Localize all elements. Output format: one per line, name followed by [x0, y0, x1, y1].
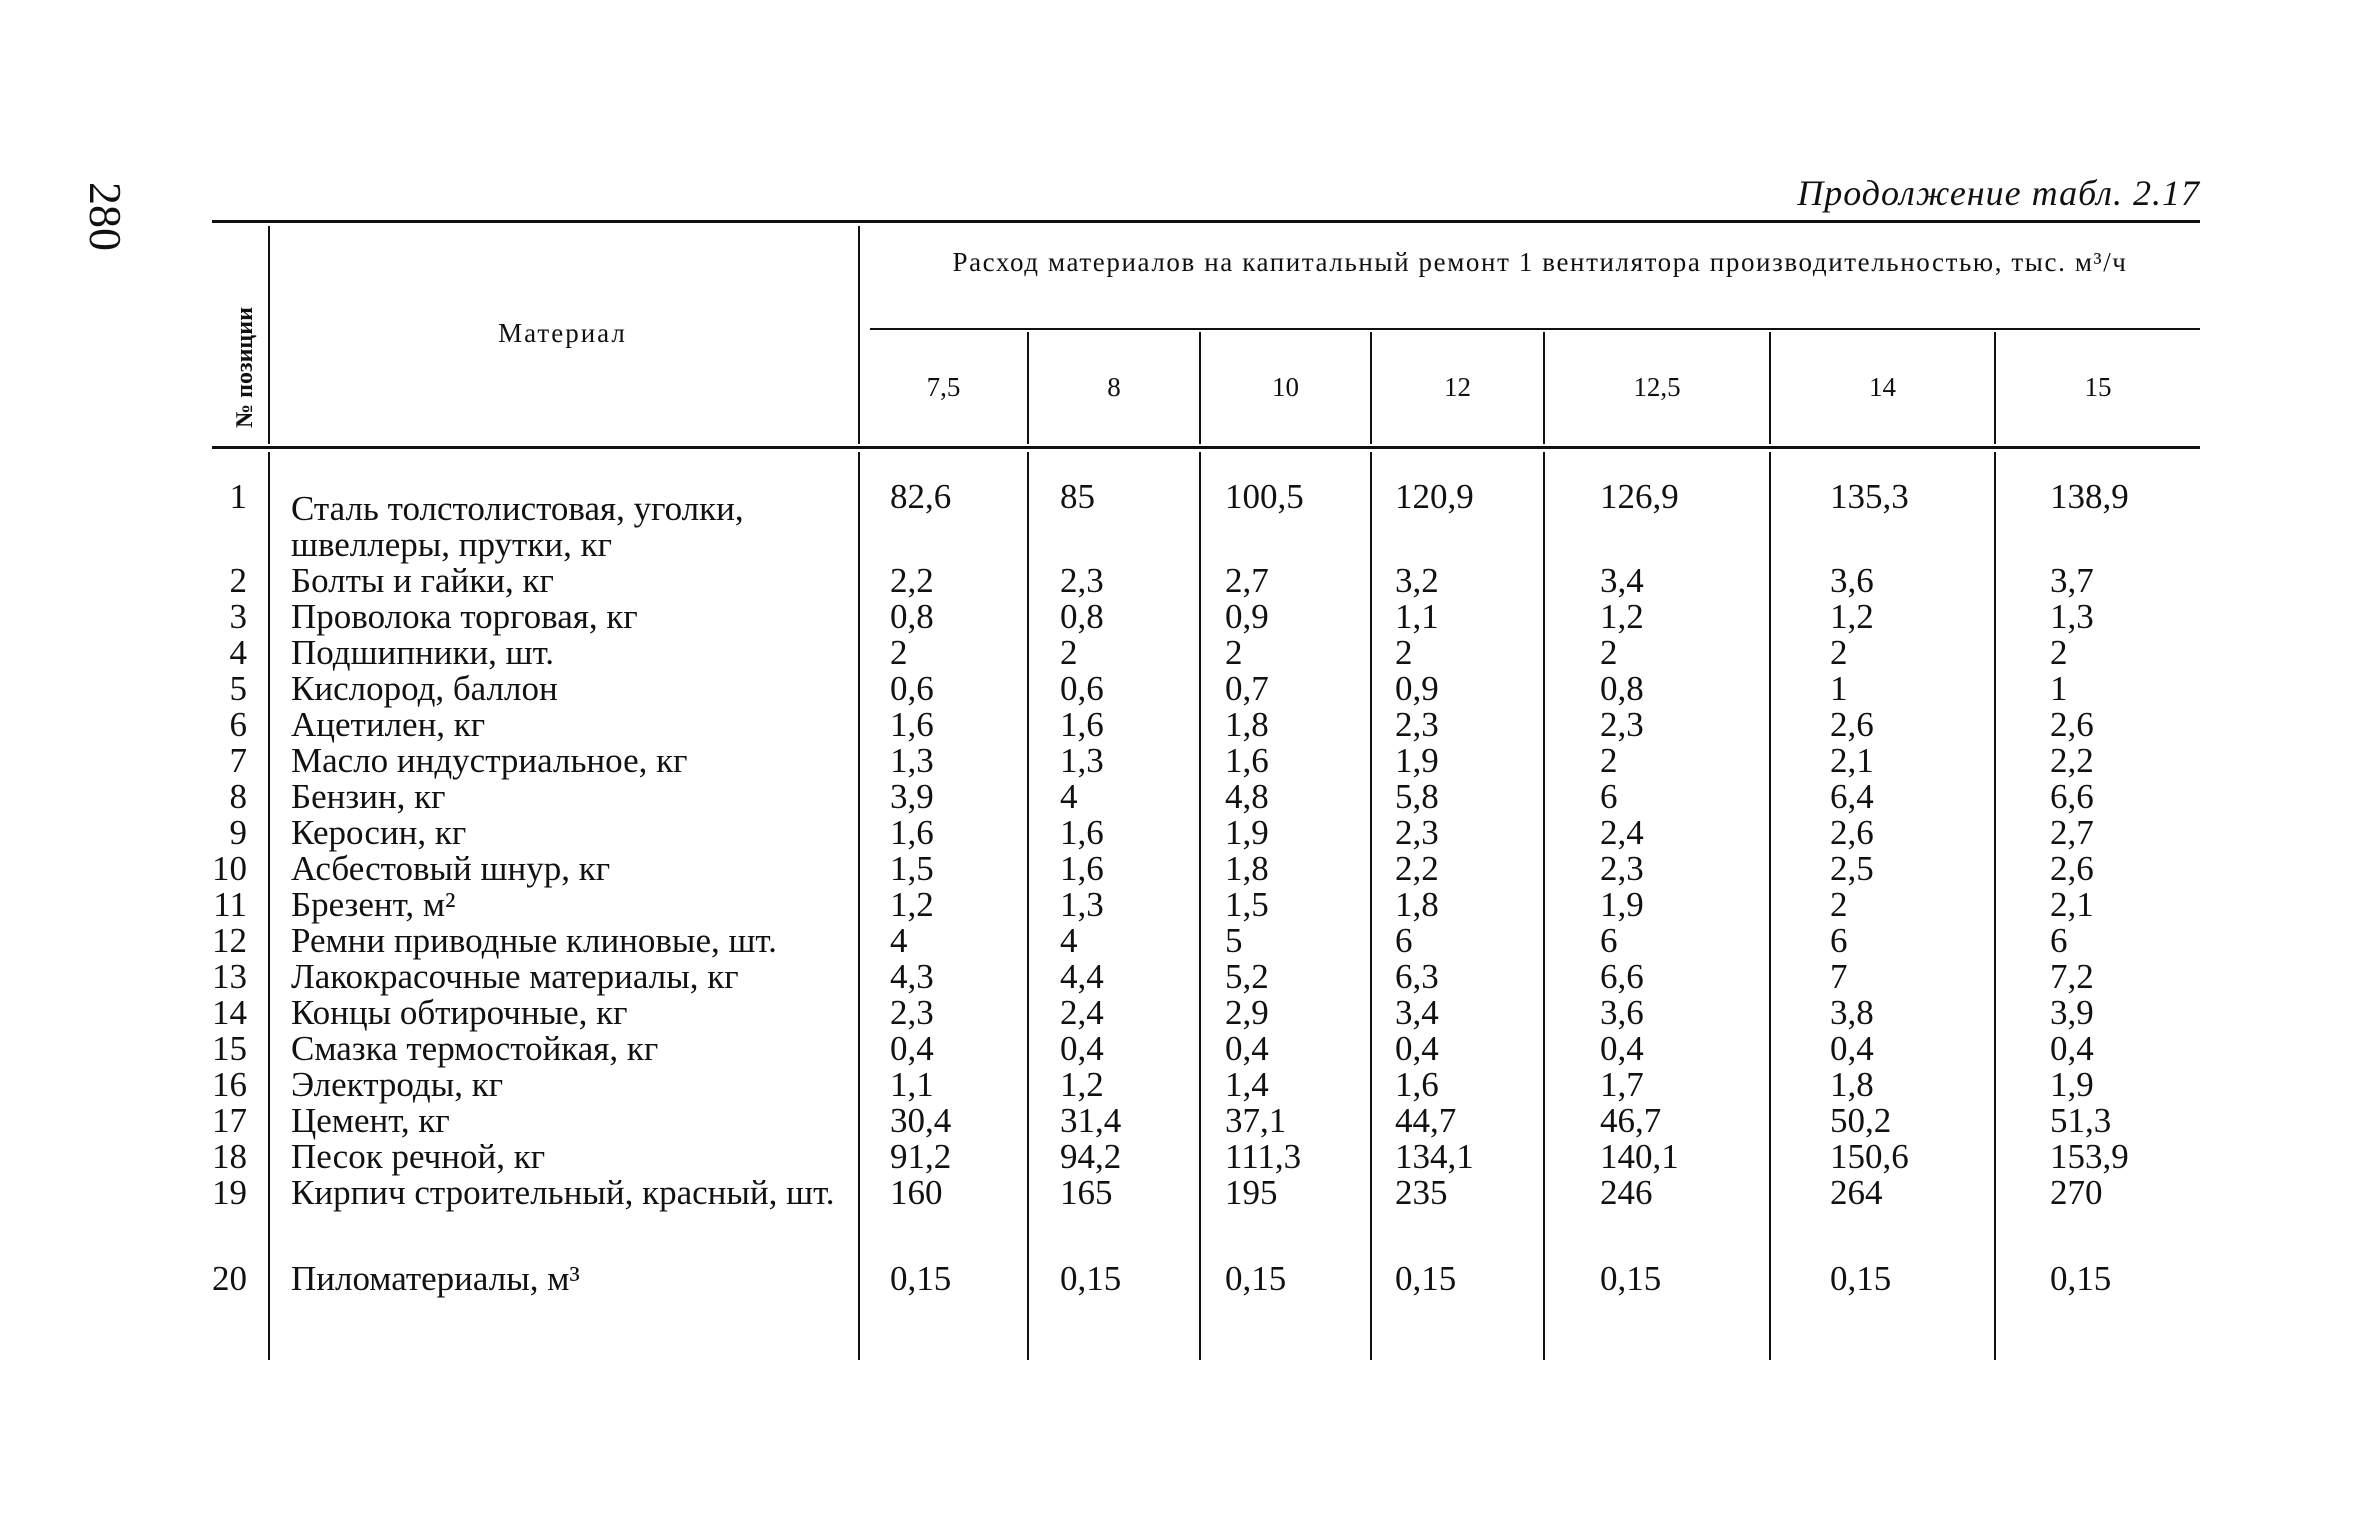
table-cell: 2	[1395, 633, 1413, 672]
table-cell: 7,2	[2050, 957, 2094, 996]
table-cell: 1,6	[1395, 1065, 1439, 1104]
capacity-column-header: 7,5	[926, 372, 961, 402]
capacity-column-header: 12,5	[1633, 372, 1681, 402]
table-cell: 3,6	[1830, 561, 1874, 600]
table-cell: 2,3	[1395, 813, 1439, 852]
table-cell: 1,2	[1060, 1065, 1104, 1104]
row-material: Ремни приводные клиновые, шт.	[291, 921, 777, 960]
table-cell: 2	[2050, 633, 2068, 672]
table-cell: 0,8	[1600, 669, 1644, 708]
header-divider	[858, 226, 860, 444]
table-cell: 94,2	[1060, 1137, 1122, 1176]
body-divider	[1370, 452, 1372, 1360]
row-number: 1	[229, 477, 247, 516]
table-cell: 1,6	[1060, 813, 1104, 852]
table-cell: 153,9	[2050, 1137, 2129, 1176]
body-divider	[268, 452, 270, 1360]
row-number: 16	[212, 1065, 247, 1104]
body-divider	[1543, 452, 1545, 1360]
table-cell: 264	[1830, 1173, 1883, 1212]
table-cell: 50,2	[1830, 1101, 1892, 1140]
table-cell: 100,5	[1225, 477, 1304, 516]
row-number: 11	[213, 885, 247, 924]
table-cell: 1,5	[890, 849, 934, 888]
capacity-column-header: 15	[2084, 372, 2112, 402]
table-cell: 0,4	[2050, 1029, 2094, 1068]
table-cell: 37,1	[1225, 1101, 1287, 1140]
table-cell: 51,3	[2050, 1101, 2112, 1140]
table-cell: 6,6	[1600, 957, 1644, 996]
table-cell: 138,9	[2050, 477, 2129, 516]
table-cell: 4,4	[1060, 957, 1104, 996]
row-number: 19	[212, 1173, 247, 1212]
table-cell: 1,6	[1060, 849, 1104, 888]
table-cell: 1,9	[1225, 813, 1269, 852]
table-cell: 1,8	[1395, 885, 1439, 924]
table-cell: 6,3	[1395, 957, 1439, 996]
table-cell: 2,6	[2050, 849, 2094, 888]
body-divider	[1027, 452, 1029, 1360]
table-cell: 1,6	[1225, 741, 1269, 780]
body-divider	[858, 452, 860, 1360]
table-cell: 5,2	[1225, 957, 1269, 996]
table-cell: 1,2	[1600, 597, 1644, 636]
table-cell: 1,3	[890, 741, 934, 780]
table-cell: 2,1	[1830, 741, 1874, 780]
table-cell: 2,2	[890, 561, 934, 600]
table-cell: 7	[1830, 957, 1848, 996]
table-cell: 1,9	[1600, 885, 1644, 924]
table-cell: 6,6	[2050, 777, 2094, 816]
table-cell: 44,7	[1395, 1101, 1457, 1140]
table-cell: 111,3	[1225, 1137, 1302, 1176]
table-cell: 6	[1395, 921, 1413, 960]
table-cell: 2,7	[2050, 813, 2094, 852]
table-cell: 2,3	[1600, 705, 1644, 744]
row-material: Кислород, баллон	[291, 669, 558, 708]
table-cell: 0,7	[1225, 669, 1269, 708]
table-cell: 126,9	[1600, 477, 1679, 516]
table-cell: 246	[1600, 1173, 1653, 1212]
table-cell: 195	[1225, 1173, 1278, 1212]
table-cell: 1,5	[1225, 885, 1269, 924]
table-cell: 3,8	[1830, 993, 1874, 1032]
table-cell: 0,4	[1830, 1029, 1874, 1068]
table-cell: 160	[890, 1173, 943, 1212]
table-cell: 1,9	[2050, 1065, 2094, 1104]
row-number: 20	[212, 1259, 247, 1298]
table-cell: 3,7	[2050, 561, 2094, 600]
row-material: Пиломатериалы, м³	[291, 1259, 580, 1298]
table-cell: 2,2	[2050, 741, 2094, 780]
consumption-group-header: Расход материалов на капитальный ремонт 1 вентилятора производительностью, тыс. м³/ч	[952, 247, 2128, 277]
row-material: Бензин, кг	[291, 777, 446, 816]
table-cell: 0,8	[890, 597, 934, 636]
table-cell: 0,15	[890, 1259, 952, 1298]
table-cell: 5	[1225, 921, 1243, 960]
capacity-column-header: 14	[1869, 372, 1896, 402]
table-cell: 1,8	[1830, 1065, 1874, 1104]
body-divider	[1994, 452, 1996, 1360]
table-cell: 85	[1060, 477, 1095, 516]
table-cell: 2,2	[1395, 849, 1439, 888]
table-cell: 4	[1060, 777, 1078, 816]
table-cell: 135,3	[1830, 477, 1909, 516]
table-cell: 1,6	[1060, 705, 1104, 744]
table-cell: 2,6	[1830, 705, 1874, 744]
body-divider	[1769, 452, 1771, 1360]
table-cell: 0,15	[1395, 1259, 1457, 1298]
table-cell: 2,3	[1395, 705, 1439, 744]
table-cell: 0,15	[1225, 1259, 1287, 1298]
table-cell: 3,9	[2050, 993, 2094, 1032]
table-cell: 1,1	[1395, 597, 1439, 636]
table-cell: 2	[1225, 633, 1243, 672]
row-material: Проволока торговая, кг	[291, 597, 638, 636]
row-number: 9	[229, 813, 247, 852]
table-cell: 3,4	[1600, 561, 1644, 600]
table-cell: 2,5	[1830, 849, 1874, 888]
row-material: Болты и гайки, кг	[291, 561, 554, 600]
row-number: 4	[229, 633, 247, 672]
table-cell: 91,2	[890, 1137, 952, 1176]
table-cell: 1	[2050, 669, 2068, 708]
table-cell: 6	[1830, 921, 1848, 960]
row-number: 6	[229, 705, 247, 744]
capacity-column-header: 12	[1444, 372, 1471, 402]
table-cell: 6,4	[1830, 777, 1874, 816]
top-rule	[212, 220, 2200, 223]
row-number: 14	[212, 993, 247, 1032]
row-material: Концы обтирочные, кг	[291, 993, 628, 1032]
body-divider	[1199, 452, 1201, 1360]
table-cell: 4	[890, 921, 908, 960]
table-cell: 1,8	[1225, 705, 1269, 744]
table-cell: 0,6	[890, 669, 934, 708]
table-cell: 0,9	[1225, 597, 1269, 636]
header-bottom-rule	[212, 446, 2200, 449]
table-cell: 2,4	[1600, 813, 1644, 852]
table-cell: 30,4	[890, 1101, 952, 1140]
table-cell: 3,6	[1600, 993, 1644, 1032]
row-number: 2	[229, 561, 247, 600]
row-number: 3	[229, 597, 247, 636]
table-cell: 0,4	[1225, 1029, 1269, 1068]
table-cell: 5,8	[1395, 777, 1439, 816]
table-cell: 31,4	[1060, 1101, 1122, 1140]
row-number: 13	[212, 957, 247, 996]
table-cell: 0,15	[1830, 1259, 1892, 1298]
table-cell: 134,1	[1395, 1137, 1474, 1176]
table-cell: 165	[1060, 1173, 1113, 1212]
row-material: Смазка термостойкая, кг	[291, 1029, 659, 1068]
table-cell: 140,1	[1600, 1137, 1679, 1176]
table-cell: 120,9	[1395, 477, 1474, 516]
row-material: Керосин, кг	[291, 813, 467, 852]
table-cell: 4,8	[1225, 777, 1269, 816]
table-cell: 0,4	[1600, 1029, 1644, 1068]
row-number: 7	[229, 741, 247, 780]
table-cell: 1,2	[890, 885, 934, 924]
table-cell: 4	[1060, 921, 1078, 960]
row-material: Цемент, кг	[291, 1101, 450, 1140]
table-cell: 4,3	[890, 957, 934, 996]
table-cell: 6	[2050, 921, 2068, 960]
table-cell: 0,15	[1060, 1259, 1122, 1298]
table-cell: 270	[2050, 1173, 2103, 1212]
table-cell: 2	[1830, 633, 1848, 672]
table-cell: 1,7	[1600, 1065, 1644, 1104]
row-material: Электроды, кг	[291, 1065, 504, 1104]
row-number: 10	[212, 849, 247, 888]
row-material: Песок речной, кг	[291, 1137, 546, 1176]
row-material: Кирпич строительный, красный, шт.	[291, 1173, 835, 1212]
table-cell: 150,6	[1830, 1137, 1909, 1176]
row-number: 12	[212, 921, 247, 960]
page-number: 280	[80, 182, 131, 251]
table-cell: 0,15	[2050, 1259, 2112, 1298]
table-cell: 2,1	[2050, 885, 2094, 924]
table-cell: 2	[1830, 885, 1848, 924]
row-material: Ацетилен, кг	[291, 705, 486, 744]
table-cell: 2,4	[1060, 993, 1104, 1032]
table-cell: 3,9	[890, 777, 934, 816]
table-cell: 1,3	[2050, 597, 2094, 636]
table-cell: 6	[1600, 921, 1618, 960]
row-number: 5	[229, 669, 247, 708]
row-number: 17	[212, 1101, 247, 1140]
table-cell: 2	[1600, 741, 1618, 780]
table-cell: 2	[1060, 633, 1078, 672]
table-cell: 1,1	[890, 1065, 934, 1104]
table-cell: 82,6	[890, 477, 952, 516]
row-material: Масло индустриальное, кг	[291, 741, 688, 780]
table-cell: 3,4	[1395, 993, 1439, 1032]
capacity-column-header: 8	[1107, 372, 1121, 402]
table-cell: 2,3	[1600, 849, 1644, 888]
table-cell: 2,3	[890, 993, 934, 1032]
table-cell: 2,9	[1225, 993, 1269, 1032]
row-material: Подшипники, шт.	[291, 633, 555, 672]
table-cell: 2	[1600, 633, 1618, 672]
group-rule	[870, 328, 2200, 330]
row-number: 8	[229, 777, 247, 816]
position-column-header: № позиции	[232, 307, 258, 428]
table-cell: 3,2	[1395, 561, 1439, 600]
table-cell: 1,4	[1225, 1065, 1269, 1104]
row-material: Асбестовый шнур, кг	[291, 849, 611, 888]
table-cell: 1,3	[1060, 885, 1104, 924]
table-cell: 1,9	[1395, 741, 1439, 780]
table-cell: 1,6	[890, 813, 934, 852]
table-cell: 0,4	[1395, 1029, 1439, 1068]
table-cell: 0,15	[1600, 1259, 1662, 1298]
row-number: 15	[212, 1029, 247, 1068]
table-cell: 2,6	[1830, 813, 1874, 852]
table-cell: 1	[1830, 669, 1848, 708]
table-cell: 2,6	[2050, 705, 2094, 744]
table-cell: 0,6	[1060, 669, 1104, 708]
row-material: Лакокрасочные материалы, кг	[291, 957, 739, 996]
table-cell: 2,3	[1060, 561, 1104, 600]
table-cell: 1,3	[1060, 741, 1104, 780]
table-caption: Продолжение табл. 2.17	[1797, 173, 2200, 213]
table-cell: 46,7	[1600, 1101, 1662, 1140]
row-material: Сталь толстолистовая, уголки, швеллеры, прутки, кг	[291, 489, 744, 564]
table-cell: 235	[1395, 1173, 1448, 1212]
table-cell: 0,4	[890, 1029, 934, 1068]
table-cell: 0,9	[1395, 669, 1439, 708]
table-cell: 1,2	[1830, 597, 1874, 636]
table-cell: 0,8	[1060, 597, 1104, 636]
table-cell: 6	[1600, 777, 1618, 816]
material-column-header: Материал	[498, 318, 627, 348]
capacity-column-header: 10	[1272, 372, 1299, 402]
row-number: 18	[212, 1137, 247, 1176]
table-cell: 1,8	[1225, 849, 1269, 888]
table-cell: 2,7	[1225, 561, 1269, 600]
row-material: Брезент, м²	[291, 885, 456, 924]
table-cell: 2	[890, 633, 908, 672]
table-cell: 1,6	[890, 705, 934, 744]
table-cell: 0,4	[1060, 1029, 1104, 1068]
